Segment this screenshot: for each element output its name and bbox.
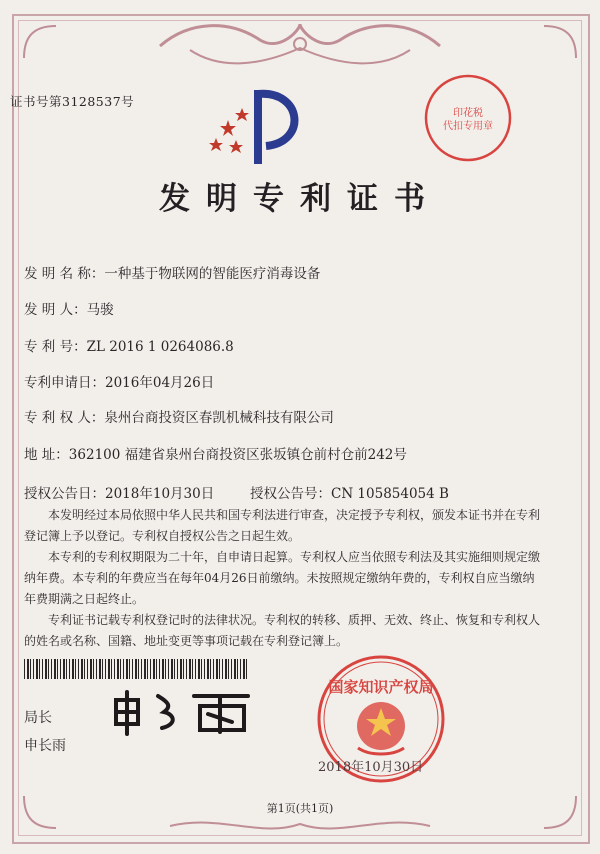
- tax-stamp: [422, 72, 514, 164]
- field-filing-date: [24, 371, 214, 391]
- patent-office-logo: [206, 84, 316, 170]
- field-grant-date: [24, 482, 214, 502]
- field-label: 发 明 人：: [24, 302, 87, 318]
- field-address: [24, 443, 407, 463]
- field-grant-number: [250, 482, 449, 502]
- director-title: 局长: [24, 710, 52, 726]
- field-label: 专 利 权 人：: [24, 410, 105, 426]
- paragraph-2: 本专利的专利权期限为二十年，自申请日起算。专利权人应当依照专利法及其实施细则规定缴纳年费。本专利的年费应当在每年04月26日前缴纳。未按照规定缴纳年费的，专利权自应当缴纳年费期满之日起终止。: [24, 550, 541, 606]
- field-value: 2018年10月30日: [105, 486, 215, 502]
- field-value: 泉州台商投资区春凯机械科技有限公司: [104, 410, 334, 426]
- page-footer: 第1页(共1页): [266, 802, 334, 815]
- director-name: 申长雨: [24, 738, 66, 754]
- field-value: 一种基于物联网的智能医疗消毒设备: [104, 266, 321, 282]
- top-ornament: [150, 20, 450, 72]
- certificate-title: 发明专利证书: [159, 181, 441, 217]
- field-label: 授权公告号：: [250, 486, 331, 502]
- field-label: 授权公告日：: [24, 486, 105, 502]
- field-value: 2016年04月26日: [105, 375, 215, 391]
- director-signature: [108, 688, 258, 736]
- paragraph-1: 本发明经过本局依照中华人民共和国专利法进行审查，决定授予专利权，颁发本证书并在专利登记簿上予以登记。专利权自授权公告之日起生效。: [24, 508, 541, 543]
- paragraph-3: 专利证书记载专利权登记时的法律状况。专利权的转移、质押、无效、终止、恢复和专利权人的姓名或名称、国籍、地址变更等事项记载在专利登记簿上。: [24, 613, 541, 648]
- field-value: CN 105854054 B: [331, 486, 449, 502]
- bottom-ornament: [160, 814, 440, 838]
- field-value: ZL 2016 1 0264086.8: [86, 339, 234, 355]
- svg-text:印花税: 印花税: [453, 108, 483, 119]
- field-value: 362100 福建省泉州台商投资区张坂镇仓前村仓前242号: [68, 447, 407, 463]
- field-label: 专 利 号：: [24, 339, 87, 355]
- field-label: 地 址：: [24, 447, 69, 463]
- field-patentee: [24, 406, 334, 426]
- field-patent-number: [24, 335, 234, 355]
- field-value: 马骏: [86, 302, 114, 318]
- svg-text:国家知识产权局: 国家知识产权局: [328, 678, 434, 696]
- field-label: 专利申请日：: [24, 375, 105, 391]
- svg-text:代扣专用章: 代扣专用章: [443, 121, 493, 132]
- corner-ornament-top-right: [540, 22, 580, 62]
- corner-ornament-top-left: [20, 22, 60, 62]
- barcode: [24, 659, 248, 679]
- field-invention-name: [24, 262, 320, 282]
- field-inventor: [24, 298, 114, 318]
- field-label: 发 明 名 称：: [24, 266, 105, 282]
- seal-date: 2018年10月30日: [318, 760, 424, 775]
- certificate-number: 证书号第3128537号: [10, 94, 135, 109]
